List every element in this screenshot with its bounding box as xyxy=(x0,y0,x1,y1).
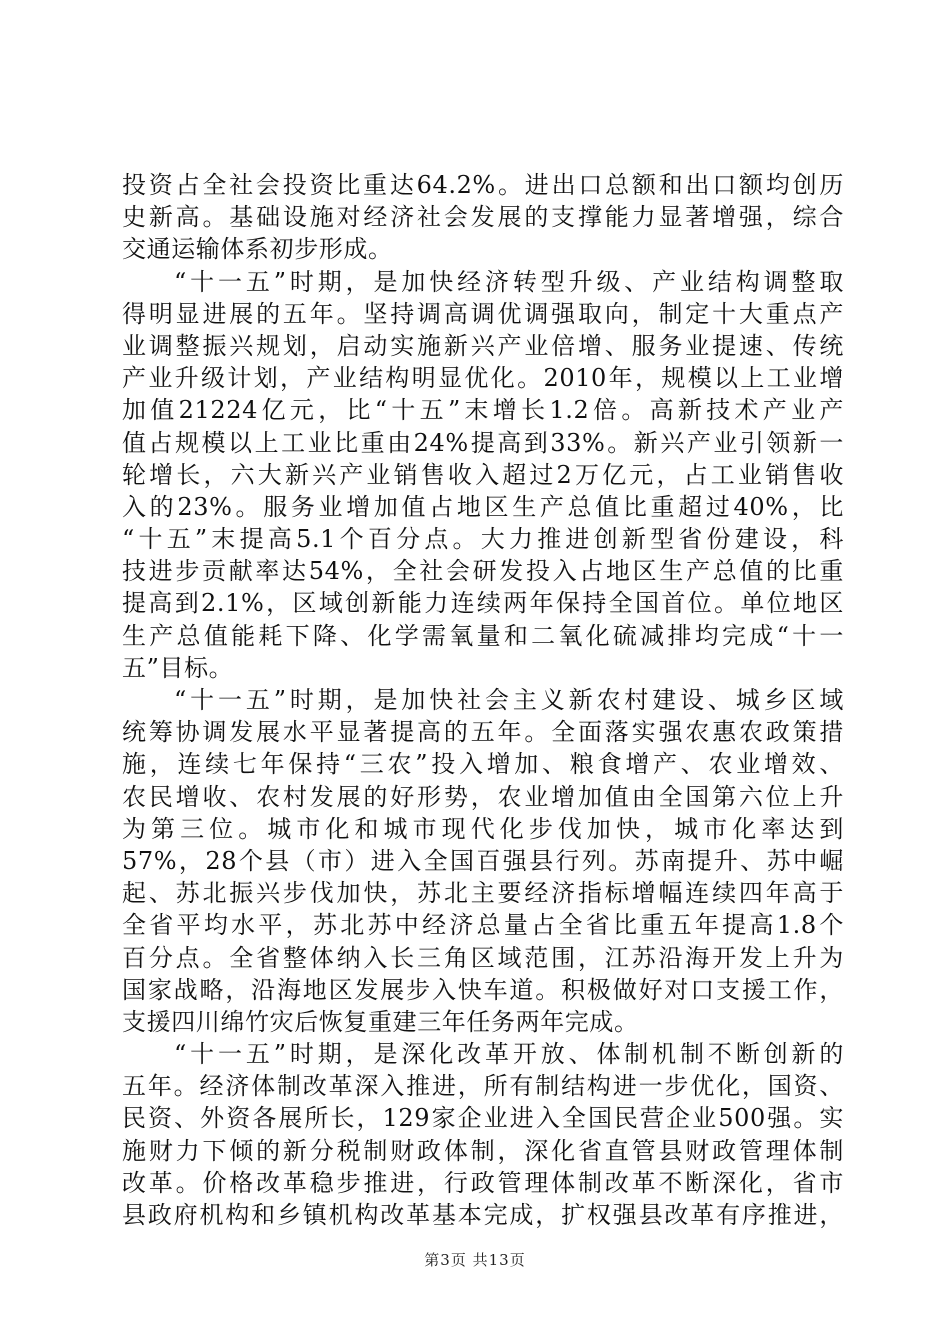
text-line: 统筹协调发展水平显著提高的五年。全面落实强农惠农政策措 xyxy=(122,718,844,747)
text-line: “十一五”时期，是加快社会主义新农村建设、城乡区域 xyxy=(174,686,844,714)
text-line: 投资占全社会投资比重达64.2%。进出口总额和出口额均创历 xyxy=(122,171,844,199)
text-line: 值占规模以上工业比重由24%提高到33%。新兴产业引领新一 xyxy=(122,428,844,457)
text-line: 县政府机构和乡镇机构改革基本完成，扩权强县改革有序推进， xyxy=(122,1201,844,1229)
text-line: “十五”末提高5.1个百分点。大力推进创新型省份建设，科 xyxy=(122,525,844,554)
text-line: 加值21224亿元，比“十五”末增长1.2倍。高新技术产业产 xyxy=(122,396,844,425)
text-line: 提高到2.1%，区域创新能力连续两年保持全国首位。单位地区 xyxy=(122,589,844,618)
text-line: 施，连续七年保持“三农”投入增加、粮食增产、农业增效、 xyxy=(122,750,844,779)
text-line: 起、苏北振兴步伐加快，苏北主要经济指标增幅连续四年高于 xyxy=(122,879,844,908)
body-text xyxy=(122,169,844,1231)
text-line: 五年。经济体制改革深入推进，所有制结构进一步优化，国资、 xyxy=(122,1072,844,1101)
text-line: 业调整振兴规划，启动实施新兴产业倍增、服务业提速、传统 xyxy=(122,331,844,360)
text-line: “十一五”时期，是加快经济转型升级、产业结构调整取 xyxy=(174,267,844,296)
text-line: 五”目标。 xyxy=(122,653,234,682)
text-line: 得明显进展的五年。坚持调高调优调强取向，制定十大重点产 xyxy=(122,299,844,328)
text-line: 支援四川绵竹灾后恢复重建三年任务两年完成。 xyxy=(122,1007,639,1036)
text-line: 施财力下倾的新分税制财政体制，深化省直管县财政管理体制 xyxy=(122,1136,844,1165)
text-line: “十一五”时期，是深化改革开放、体制机制不断创新的 xyxy=(174,1040,844,1069)
text-line: 国家战略，沿海地区发展步入快车道。积极做好对口支援工作， xyxy=(122,975,844,1004)
text-line: 产业升级计划，产业结构明显优化。2010年，规模以上工业增 xyxy=(122,364,844,393)
page-footer: 第3页 共13页 xyxy=(424,1251,526,1269)
text-line: 民资、外资各展所长，129家企业进入全国民营企业500强。实 xyxy=(122,1104,844,1133)
text-line: 生产总值能耗下降、化学需氧量和二氧化硫减排均完成“十一 xyxy=(122,621,844,650)
text-line: 百分点。全省整体纳入长三角区域范围，江苏沿海开发上升为 xyxy=(122,943,844,972)
text-line: 全省平均水平，苏北苏中经济总量占全省比重五年提高1.8个 xyxy=(122,911,844,940)
text-line: 入的23%。服务业增加值占地区生产总值比重超过40%，比 xyxy=(122,492,844,521)
text-line: 农民增收、农村发展的好形势，农业增加值由全国第六位上升 xyxy=(122,782,844,811)
text-line: 改革。价格改革稳步推进，行政管理体制改革不断深化，省市 xyxy=(122,1168,844,1197)
text-line: 轮增长，六大新兴产业销售收入超过2万亿元，占工业销售收 xyxy=(122,460,844,489)
text-line: 57%，28个县（市）进入全国百强县行列。苏南提升、苏中崛 xyxy=(122,846,844,875)
text-line: 交通运输体系初步形成。 xyxy=(122,235,393,264)
text-line: 技进步贡献率达54%，全社会研发投入占地区生产总值的比重 xyxy=(122,557,844,586)
text-line: 史新高。基础设施对经济社会发展的支撑能力显著增强，综合 xyxy=(122,203,844,232)
text-line: 为第三位。城市化和城市现代化步伐加快，城市化率达到 xyxy=(122,814,844,843)
